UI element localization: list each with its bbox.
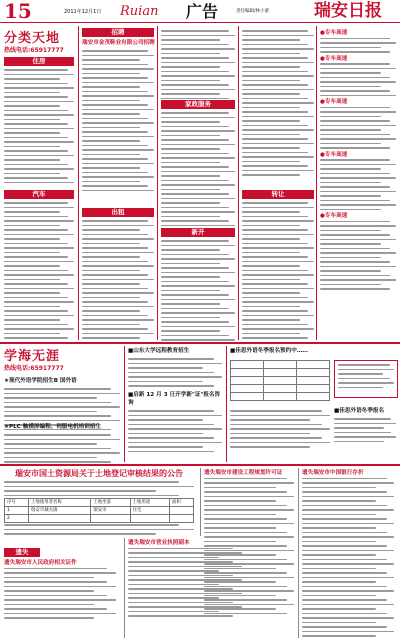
recruit-listings [82, 50, 154, 194]
column-rule [78, 26, 79, 340]
land-notice-body [4, 481, 194, 499]
table-cell: 住宅 [130, 507, 169, 515]
jiasi-side-title: ■佳思外语冬季报名 [334, 408, 385, 414]
jiasi-ad-body [230, 410, 330, 451]
land-notice-footer [4, 524, 194, 538]
column-rule [238, 26, 239, 340]
qixin-ad-body [128, 410, 222, 455]
table-cell: 瑞安市城关镇 [29, 507, 91, 515]
lost-notices-right2 [302, 470, 396, 640]
section-divider [0, 342, 400, 344]
lost-notice-body [302, 478, 394, 637]
express-ad-body [320, 63, 396, 96]
side-ad-box [334, 360, 398, 398]
qixin-ad-title: ■启新 12 月 3 日开学新"证"报名咨询 [128, 392, 221, 406]
lost-notices-right1 [204, 470, 296, 617]
transfer-listings [242, 202, 314, 342]
table-cell [91, 515, 130, 523]
table-cell [169, 507, 193, 515]
editor-credit: 责任编辑/林小蒙 [236, 9, 270, 14]
classified-banner: 分类天地 [4, 31, 61, 46]
column-rule [124, 346, 125, 462]
table-header: 面积 [169, 499, 193, 507]
recruit-heading: 招聘 [82, 28, 154, 37]
table-cell [130, 515, 169, 523]
lost-notice-title: 遗失瑞安市建设工程规划许可证 [204, 470, 283, 476]
express-ad-body [320, 159, 396, 210]
page-number: 15 [4, 0, 32, 23]
column-rule [124, 538, 125, 638]
table-header: 序号 [5, 499, 29, 507]
jiasi-schedule-table [230, 360, 330, 401]
shandong-ad-body [128, 358, 222, 390]
express-ad-title: ●专车高速 [320, 30, 348, 36]
column-rule [157, 26, 158, 340]
column-rule [226, 346, 227, 462]
jiasi-ad-title: ■佳思外语冬季报名预约中…… [230, 348, 309, 354]
express-ad-body [320, 221, 396, 290]
lost-heading: 遗失 [4, 548, 40, 557]
table-cell: 2 [5, 515, 29, 523]
plc-ad-body [4, 434, 120, 466]
shandong-ad-title: ■山东大学远程教育招生 [128, 348, 190, 354]
classified-hotline: 热线电话:65917777 [4, 47, 64, 54]
lost-notice-body [4, 568, 116, 619]
lost-notices [4, 560, 120, 622]
cars-listings [4, 202, 74, 342]
land-notice-table [4, 498, 194, 523]
table-cell: 1 [5, 507, 29, 515]
lost-notice-title: 遗失瑞安市中国银行存折 [302, 470, 364, 476]
table-header: 土地使用者名称 [29, 499, 91, 507]
edu-ad-title: ★现代外语学院招生B 国外语 [4, 378, 77, 384]
transfer-listings-top [242, 30, 314, 179]
table-cell [169, 515, 193, 523]
home-service-heading: 家政服务 [161, 100, 235, 109]
houses-listings [4, 69, 74, 186]
education-banner: 学海无涯 [4, 349, 61, 364]
section-roman: Ruian [120, 4, 159, 19]
plc-ad-title: ★PLC 触摸屏编程、伺服电机培训招生 [4, 424, 102, 430]
land-notice-title: 瑞安市国土资源局关于土地登记审核结果的公告 [15, 469, 183, 478]
table-header: 土地坐落 [91, 499, 130, 507]
side-ad-body [338, 364, 394, 391]
issue-date: 2011年12月1日 [64, 9, 102, 15]
education-hotline: 热线电话:65917777 [4, 365, 64, 372]
table-cell: 瑞安市 [91, 507, 130, 515]
newspaper-masthead: 瑞安日报 [314, 1, 382, 21]
express-ad-title: ●专车高速 [320, 151, 348, 158]
lost-notice-body [204, 478, 294, 615]
rent-out-listings [82, 220, 154, 346]
houses-heading: 住房 [4, 57, 74, 66]
new-shop-heading: 新开 [161, 228, 235, 237]
jiasi-side-body [334, 418, 396, 445]
section-divider [0, 464, 400, 466]
transfer-heading: 转让 [242, 190, 314, 199]
lost-notice-title: 遗失瑞安市人民政府相关证件 [4, 560, 77, 566]
column-rule [298, 468, 299, 638]
table-header: 土地用途 [130, 499, 169, 507]
cars-heading: 汽车 [4, 190, 74, 199]
recruit-first-ad: 瑞安市金茂鞋业有限公司招聘 [82, 40, 155, 46]
rent-out-heading: 出租 [82, 208, 154, 217]
express-ad-body [320, 38, 396, 53]
table-cell [29, 515, 91, 523]
home-service-listings [161, 112, 235, 234]
express-ads-column [320, 30, 398, 293]
lost-notice-title: 遗失瑞安市营业执照副本 [128, 540, 190, 546]
express-ad-title: ●专车高速 [320, 55, 348, 62]
express-ad-title: ●专车高速 [320, 213, 348, 220]
column-rule [200, 468, 201, 536]
new-shop-listings [161, 240, 235, 344]
services-listings [161, 30, 235, 111]
column-rule [316, 26, 317, 340]
express-ad-body [320, 107, 396, 149]
express-ad-title: ●专车高速 [320, 99, 348, 106]
section-title: 广告 [186, 2, 219, 21]
